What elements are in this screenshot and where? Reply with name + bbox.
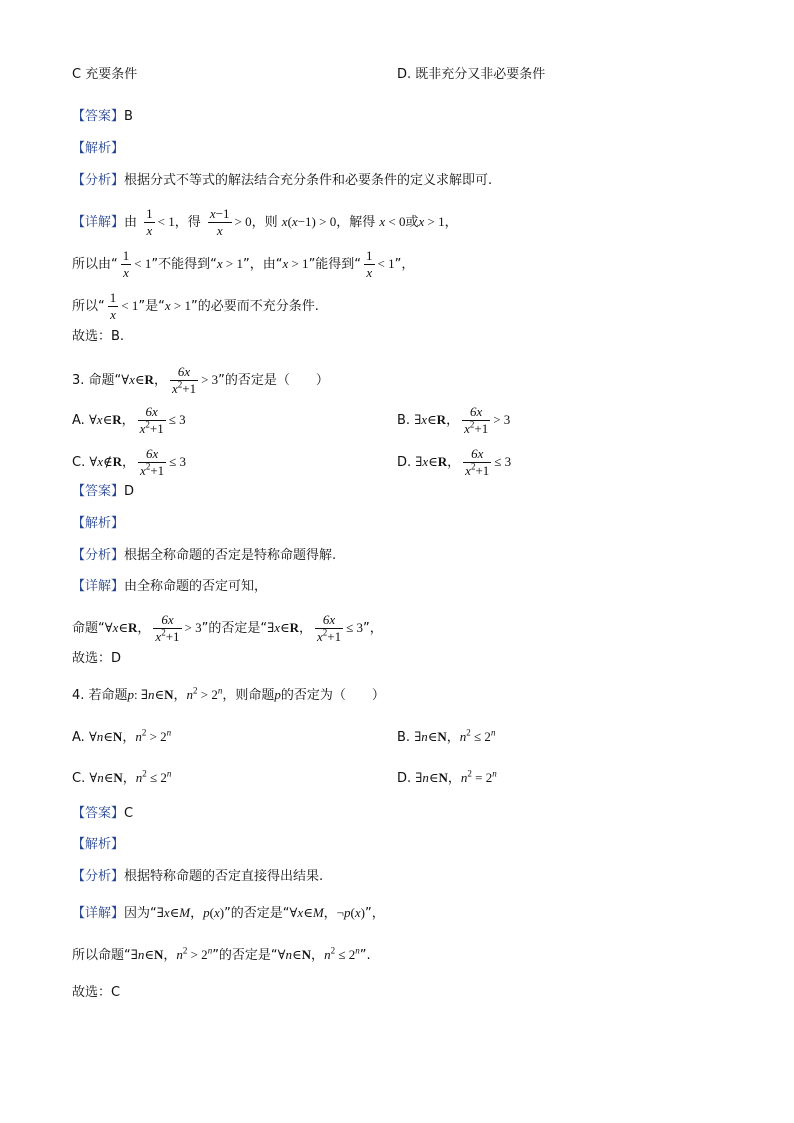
analysis-text: 根据特称命题的否定直接得出结果. (124, 869, 324, 884)
option-3d: D. ∃x∈R， $\frac{6x}{x^2+1}$ ≤ 3 (397, 446, 512, 478)
fraction-1-over-x: $\frac{1}{x}$ (366, 248, 373, 280)
jiexi-heading-q4: 【解析】 (72, 837, 125, 852)
text-segment: ， (444, 215, 458, 230)
text-segment: ”的必要而不充分条件. (190, 299, 319, 314)
conclusion-q4: 故选：C (72, 985, 121, 1000)
answer-tag: 【答案】 (72, 109, 125, 124)
text-segment: 或 (405, 215, 419, 230)
text-segment: ，则命题 (222, 688, 275, 703)
answer-value: B (124, 109, 133, 124)
text-segment: ”能得到“ (308, 257, 362, 272)
option-label: C. (72, 455, 86, 470)
option-label: A. (72, 413, 85, 428)
text-segment: ”的否定是（ ） (218, 373, 329, 388)
text-segment: 3. 命题“ (72, 373, 122, 388)
conclusion-q2: 故选：B. (72, 329, 125, 344)
option-c-previous: C 充要条件 (72, 67, 138, 82)
detail-tag: 【详解】 (72, 215, 125, 230)
jiexi-heading-q2: 【解析】 (72, 141, 125, 156)
analysis-tag: 【分析】 (72, 548, 125, 563)
question-4: 4. 若命题p: ∃n∈N，$n^2 > 2^n$，则命题p的否定为（ ） (72, 685, 385, 703)
text-segment: 4. 若命题 (72, 688, 128, 703)
analysis-tag: 【分析】 (72, 869, 125, 884)
detail-q3 (72, 578, 267, 596)
option-label: B. (397, 730, 411, 745)
option-label: D. (397, 771, 412, 786)
analysis-q2 (72, 172, 492, 190)
detail-q2-line2: 所以由“ $\frac{1}{x}$ < 1”不能得到“x > 1”，由“x > 1”能得到“ $\frac{1}{x}$ < 1”， (72, 248, 415, 280)
analysis-tag: 【分析】 (72, 173, 125, 188)
text-segment: 命题“ (72, 621, 105, 636)
option-4b: B. ∃n∈N，$n^2 \le 2^n$ (397, 727, 496, 745)
text-segment: ”，由“ (242, 257, 283, 272)
fraction-1-over-x: $\frac{1}{x}$ (146, 206, 153, 238)
fraction-x-minus-1-over-x: $\frac{x-1}{x}$ (209, 206, 230, 238)
text-segment: ”的否定是“ (224, 906, 290, 921)
option-label: D. (397, 455, 412, 470)
text-segment: ”， (394, 257, 415, 272)
answer-q3 (72, 483, 134, 501)
fraction-1-over-x: $\frac{1}{x}$ (122, 248, 130, 280)
option-4c: C. ∀n∈N，$n^2 \le 2^n$ (72, 768, 172, 786)
text-segment: ”是“ (138, 299, 165, 314)
option-3c: C. ∀x∉R， $\frac{6x}{x^2+1}$ ≤ 3 (72, 446, 187, 478)
option-label: B. (397, 413, 411, 428)
text-segment: 所以命题“ (72, 948, 131, 963)
text-segment: 由 (124, 215, 138, 230)
text-segment: ”不能得到“ (151, 257, 217, 272)
text-segment: 所以由“ (72, 257, 118, 272)
option-3a: A. ∀x∈R， $\frac{6x}{x^2+1}$ ≤ 3 (72, 404, 186, 436)
analysis-text: 根据全称命题的否定是特称命题得解. (124, 548, 337, 563)
option-d-previous: D. 既非充分又非必要条件 (397, 67, 546, 82)
text-segment: 因为“ (124, 906, 157, 921)
answer-tag: 【答案】 (72, 484, 125, 499)
text-segment: ，得 (174, 215, 201, 230)
conclusion-q3: 故选：D (72, 651, 122, 666)
option-label: C. (72, 771, 86, 786)
question-3: 3. 命题“∀x∈R， $\frac{6x}{x^2+1}$ > 3”的否定是（ ） (72, 364, 329, 396)
analysis-q4 (72, 868, 323, 886)
text-segment: ”的否定是“ (212, 948, 278, 963)
text-segment: 所以“ (72, 299, 105, 314)
text-segment: ”. (359, 948, 371, 963)
detail-q2-line1: 【详解】由 $\frac{1}{x}$ < 1，得 $\frac{x-1}{x}$ > 0，则 x(x−1) > 0，解得 x < 0或x > 1， (72, 206, 458, 238)
text-segment: ”的否定是“ (201, 621, 268, 636)
text-segment: ”， (364, 906, 385, 921)
detail-q4-line1: 【详解】因为“∃x∈M，p(x)”的否定是“∀x∈M，¬p(x)”， (72, 905, 385, 921)
answer-tag: 【答案】 (72, 806, 125, 821)
jiexi-heading-q3: 【解析】 (72, 516, 125, 531)
fraction-1-over-x: $\frac{1}{x}$ (109, 290, 117, 322)
option-4a: A. ∀n∈N，$n^2 > 2^n$ (72, 727, 172, 745)
option-3b: B. ∃x∈R， $\frac{6x}{x^2+1}$ > 3 (397, 404, 511, 436)
detail-tag: 【详解】 (72, 906, 125, 921)
text-segment: 的否定为（ ） (280, 688, 385, 703)
text-segment: ，则 (251, 215, 278, 230)
fraction-6x: $\frac{6x}{x^2+1}$ (171, 364, 197, 396)
answer-value: D (124, 484, 135, 499)
answer-value: C (124, 806, 134, 821)
text-segment: ，解得 (336, 215, 376, 230)
analysis-text: 根据分式不等式的解法结合充分条件和必要条件的定义求解即可. (124, 173, 493, 188)
text-segment: ”， (363, 621, 383, 636)
detail-q3-line2: 命题“∀x∈R， $\frac{6x}{x^2+1}$ > 3”的否定是“∃x∈R， $\frac{6x}{x^2+1}$ ≤ 3”， (72, 612, 383, 644)
detail-text: 由全称命题的否定可知， (124, 579, 268, 594)
detail-q2-line3: 所以“ $\frac{1}{x}$ < 1”是“x > 1”的必要而不充分条件. (72, 290, 319, 322)
option-4d: D. ∃n∈N，$n^2 = 2^n$ (397, 768, 497, 786)
answer-q2 (72, 108, 133, 126)
detail-tag: 【详解】 (72, 579, 125, 594)
answer-q4 (72, 805, 133, 823)
analysis-q3 (72, 547, 336, 565)
detail-q4-line2: 所以命题“∃n∈N，$n^2 > 2^n$”的否定是“∀n∈N，$n^2 \le 2^n$”. (72, 945, 371, 963)
option-label: A. (72, 730, 85, 745)
